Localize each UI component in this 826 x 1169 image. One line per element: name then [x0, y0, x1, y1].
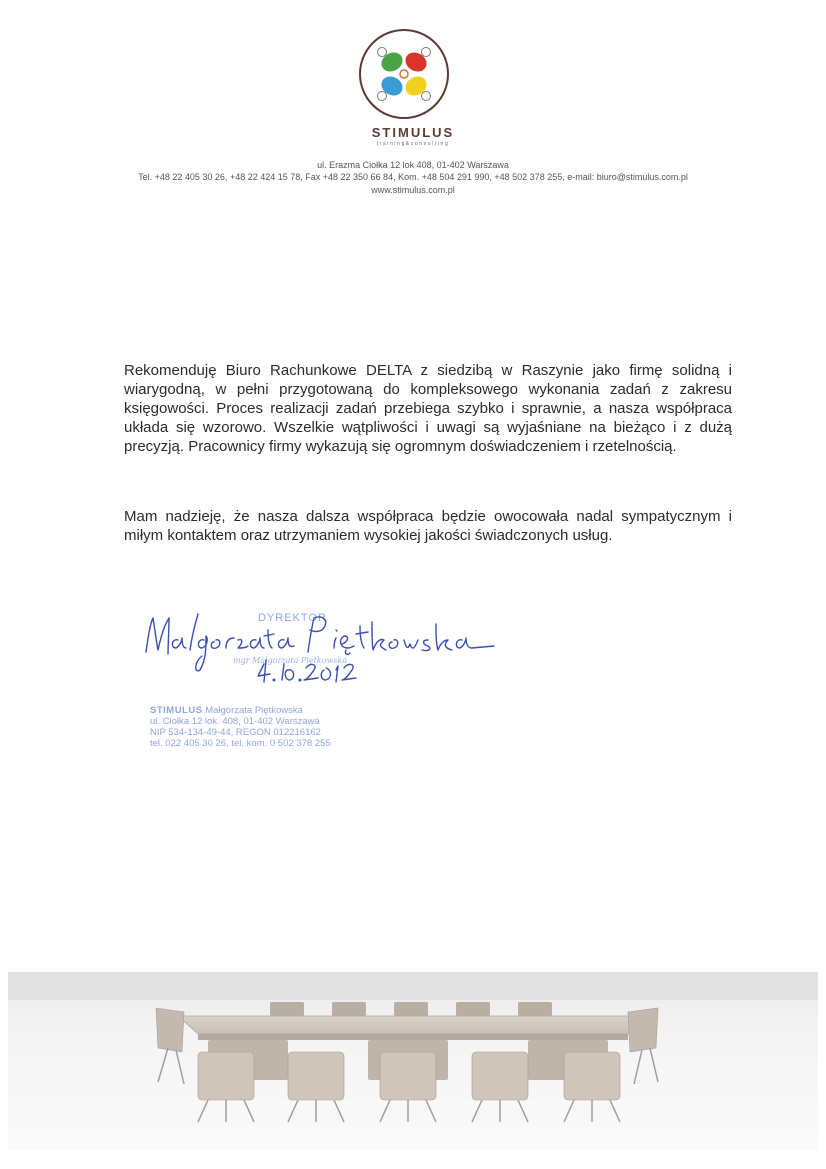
stamp-line-3: NIP 534-134-49-44, REGON 012216162 [150, 727, 321, 738]
letter-paragraph-2: Mam nadzieję, że nasza dalsza współpraca będzie owocowała nadal sympatycznym i miłym kontaktem oraz utrzymaniem wysokiej jakości świadczonych usług. [124, 508, 732, 544]
conference-room-illustration [8, 972, 818, 1150]
stamp-person: Małgorzata Piętkowska [205, 705, 303, 716]
letterhead-contacts: Tel. +48 22 405 30 26, +48 22 424 15 78, Fax +48 22 350 66 84, Kom. +48 504 291 990, +48 502 378 255, e-mail: biuro@stimulus.com.pl [138, 172, 688, 182]
stamp-director-title: DYREKTOR [258, 612, 327, 624]
stamp-line-2: ul. Ciołka 12 lok. 408, 01-402 Warszawa [150, 716, 320, 727]
letter-paragraph-1: Rekomenduję Biuro Rachunkowe DELTA z siedzibą w Raszynie jako firmę solidną i wiarygodną, w pełni przygotowaną do kompleksowego wykonania zadań z zakresu księgowości. Proces realizacji zadań przebiega szybko i sprawnie, a nasza współpraca układa się wzorowo. Wszelkie wątpliwości i uwagi są wyjaśniane na bieżąco i z dużą precyzją. Pracownicy firmy wykazują się ogromnym doświadczeniem i rzetelnością. [124, 362, 732, 455]
brand-name: STIMULUS [371, 125, 455, 140]
stamp-line-1 [150, 705, 390, 716]
letterhead-website: www.stimulus.com.pl [371, 185, 455, 195]
stamp-line-4: tel. 022 405 30 26, tel. kom. 0 502 378 255 [150, 738, 331, 749]
stamp-director-name: mgr Małgorzata Piętkowska [233, 656, 348, 665]
handwritten-signature [138, 600, 498, 690]
company-stamp [150, 705, 390, 749]
stimulus-logo-icon [358, 28, 450, 120]
brand-tagline: training&consulting [376, 141, 450, 147]
letterhead-address: ul. Erazma Ciołka 12 lok 408, 01-402 Warszawa [317, 160, 509, 170]
stamp-company: STIMULUS [150, 705, 203, 716]
